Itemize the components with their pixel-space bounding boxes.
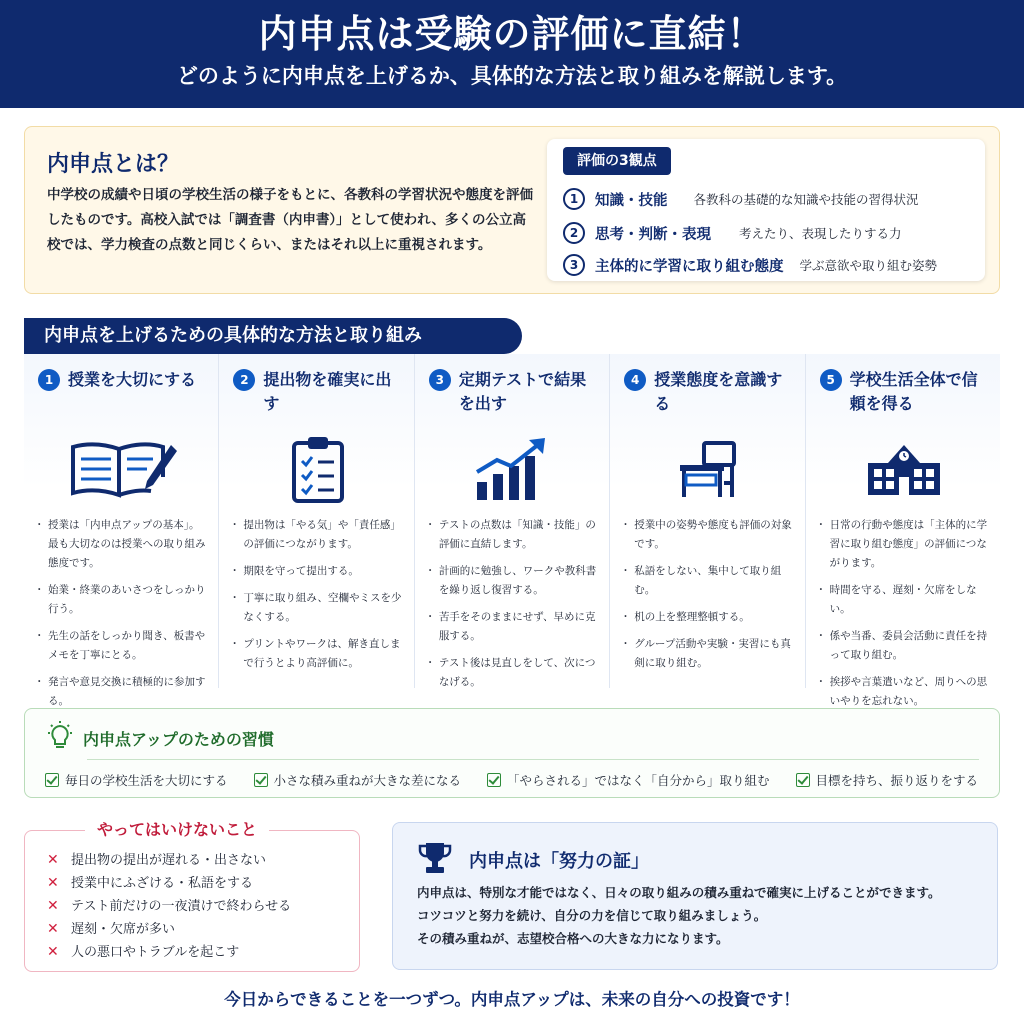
list-item: ・ 期限を守って提出する。 xyxy=(233,562,401,581)
method-list xyxy=(624,516,792,673)
text-line: その積み重ねが、志望校合格への大きな力になります。 xyxy=(417,931,729,946)
effort-proof-text xyxy=(417,881,987,950)
method-list xyxy=(38,516,206,711)
page-subtitle: どのように内申点を上げるか、具体的な方法と取り組みを解説します。 xyxy=(176,64,848,88)
method-title: 授業を大切にする xyxy=(68,370,197,389)
list-item: ・ グループ活動や実験・実習にも真剣に取り組む。 xyxy=(624,635,792,673)
list-item: ・ 提出物は「やる気」や「責任感」の評価につながります。 xyxy=(233,516,401,554)
method-column-class xyxy=(24,354,219,707)
viewpoints-title: 評価の3観点 xyxy=(563,147,671,175)
dont-label: 授業中にふざける・私語をする xyxy=(71,876,254,891)
text-line: コツコツと努力を続け、自分の力を信じて取り組みましょう。 xyxy=(417,908,767,923)
habits-title: 内申点アップのための習慣 xyxy=(83,729,274,749)
viewpoint-name: 知識・技能 xyxy=(595,192,668,209)
method-column-submissions xyxy=(219,354,414,688)
habit-label: 毎日の学校生活を大切にする xyxy=(65,773,228,788)
habit-label: 小さな積み重ねが大きな差になる xyxy=(273,773,462,788)
list-item xyxy=(47,941,291,964)
clipboard-icon xyxy=(233,428,401,510)
list-item xyxy=(47,872,291,895)
list-item: ・ 授業中の姿勢や態度も評価の対象です。 xyxy=(624,516,792,554)
about-description: 中学校の成績や日頃の学校生活の様子をもとに、各教科の学習状況や態度を評価したものです。高校入試では「調査書（内申書）」として使われ、多くの公立高校では、学力検査の点数と同じくらい、またはそれ以上に重視されます。 xyxy=(47,187,533,253)
method-column-attitude xyxy=(610,354,805,688)
list-item: ・ 私語をしない、集中して取り組む。 xyxy=(624,562,792,600)
method-list xyxy=(233,516,401,673)
x-mark-icon: ✕ xyxy=(47,875,59,891)
viewpoint-number: 2 xyxy=(563,222,585,244)
dont-label: 人の悪口やトラブルを起こす xyxy=(71,945,240,960)
footer-message: 今日からできることを一つずつ。内申点アップは、未来の自分への投資です！ xyxy=(224,990,800,1009)
method-number: 5 xyxy=(820,369,842,391)
checkbox-icon xyxy=(254,773,268,787)
list-item: ・ 発言や意見交換に積極的に参加する。 xyxy=(38,673,206,711)
list-item: ・ 丁寧に取り組み、空欄やミスを少なくする。 xyxy=(233,589,401,627)
method-number: 2 xyxy=(233,369,255,391)
method-number: 1 xyxy=(38,369,60,391)
list-item: ・ 日常の行動や態度は「主体的に学習に取り組む態度」の評価につながります。 xyxy=(820,516,988,573)
method-list xyxy=(820,516,988,711)
viewpoint-text: 各教科の基礎的な知識や技能の習得状況 xyxy=(693,192,919,207)
viewpoint-number: 1 xyxy=(563,188,585,210)
method-column-school-life xyxy=(806,354,1000,707)
method-number: 4 xyxy=(624,369,646,391)
book-icon xyxy=(38,428,206,510)
checkbox-icon xyxy=(45,773,59,787)
donts-section xyxy=(24,820,360,972)
x-mark-icon: ✕ xyxy=(47,944,59,960)
list-item xyxy=(47,895,291,918)
growth-chart-icon xyxy=(429,428,597,510)
list-item: ・ 授業は「内申点アップの基本」。最も大切なのは授業への取り組み態度です。 xyxy=(38,516,206,573)
dont-label: 遅刻・欠席が多い xyxy=(71,922,176,937)
viewpoint-row xyxy=(563,221,902,245)
dont-label: 提出物の提出が遅れる・出さない xyxy=(71,853,267,868)
habit-label: 目標を持ち、振り返りをする xyxy=(815,773,979,788)
donts-list xyxy=(47,849,291,964)
checkbox-icon xyxy=(796,773,810,787)
trophy-icon xyxy=(417,841,453,879)
page-title: 内申点は受験の評価に直結！ xyxy=(258,12,766,56)
list-item: ・ 始業・終業のあいさつをしっかり行う。 xyxy=(38,581,206,619)
dont-label: テスト前だけの一夜漬けで終わらせる xyxy=(71,899,292,914)
method-title: 授業態度を意識する xyxy=(654,370,783,413)
effort-proof-section xyxy=(392,822,998,970)
list-item xyxy=(47,849,291,872)
desk-icon xyxy=(624,428,792,510)
viewpoints-card xyxy=(547,139,985,281)
school-icon xyxy=(820,428,988,510)
checkbox-icon xyxy=(487,773,501,787)
methods-grid xyxy=(24,354,1000,707)
list-item: ・ 計画的に勉強し、ワークや教科書を繰り返し復習する。 xyxy=(429,562,597,600)
list-item: ・ 係や当番、委員会活動に責任を持って取り組む。 xyxy=(820,627,988,665)
list-item: ・ 先生の話をしっかり聞き、板書やメモを丁寧にとる。 xyxy=(38,627,206,665)
habits-section xyxy=(24,708,1000,798)
viewpoint-row xyxy=(563,187,919,211)
method-list xyxy=(429,516,597,692)
list-item: ・ 時間を守る、遅刻・欠席をしない。 xyxy=(820,581,988,619)
list-item: ・ 机の上を整理整頓する。 xyxy=(624,608,792,627)
list-item: ・ テストの点数は「知識・技能」の評価に直結します。 xyxy=(429,516,597,554)
method-title: 学校生活全体で信頼を得る xyxy=(849,370,978,413)
viewpoint-name: 思考・判断・表現 xyxy=(595,226,711,243)
list-item: ・ 苦手をそのままにせず、早めに克服する。 xyxy=(429,608,597,646)
method-number: 3 xyxy=(429,369,451,391)
divider xyxy=(87,759,979,760)
viewpoint-number: 3 xyxy=(563,254,585,276)
x-mark-icon: ✕ xyxy=(47,852,59,868)
header-banner xyxy=(0,0,1024,108)
lightbulb-icon xyxy=(45,721,75,755)
list-item xyxy=(47,918,291,941)
viewpoint-text: 考えたり、表現したりする力 xyxy=(739,226,902,241)
donts-title: やってはいけないこと xyxy=(85,819,269,841)
about-title: 内申点とは？ xyxy=(47,152,180,177)
habit-item xyxy=(254,771,462,789)
list-item: ・ テスト後は見直しをして、次につなげる。 xyxy=(429,654,597,692)
list-item: ・ プリントやワークは、解き直しまで行うとより高評価に。 xyxy=(233,635,401,673)
about-section xyxy=(24,126,1000,294)
text-line: 内申点は、特別な才能ではなく、日々の取り組みの積み重ねで確実に上げることができます。 xyxy=(417,885,941,900)
x-mark-icon: ✕ xyxy=(47,898,59,914)
method-column-tests xyxy=(415,354,610,688)
viewpoint-row xyxy=(563,253,937,277)
habit-item xyxy=(796,771,979,789)
habit-item xyxy=(487,771,770,789)
viewpoint-name: 主体的に学習に取り組む態度 xyxy=(595,258,784,275)
habit-item xyxy=(45,771,228,789)
x-mark-icon: ✕ xyxy=(47,921,59,937)
habit-list xyxy=(45,771,1004,789)
methods-section-title: 内申点を上げるための具体的な方法と取り組み xyxy=(24,318,522,354)
method-title: 定期テストで結果を出す xyxy=(458,370,587,413)
list-item: ・ 挨拶や言葉遣いなど、周りへの思いやりを忘れない。 xyxy=(820,673,988,711)
effort-proof-title: 内申点は「努力の証」 xyxy=(469,851,649,872)
viewpoint-text: 学ぶ意欲や取り組む姿勢 xyxy=(799,258,938,273)
habit-label: 「やらされる」ではなく「自分から」取り組む xyxy=(507,773,770,788)
method-title: 提出物を確実に出す xyxy=(263,370,392,413)
